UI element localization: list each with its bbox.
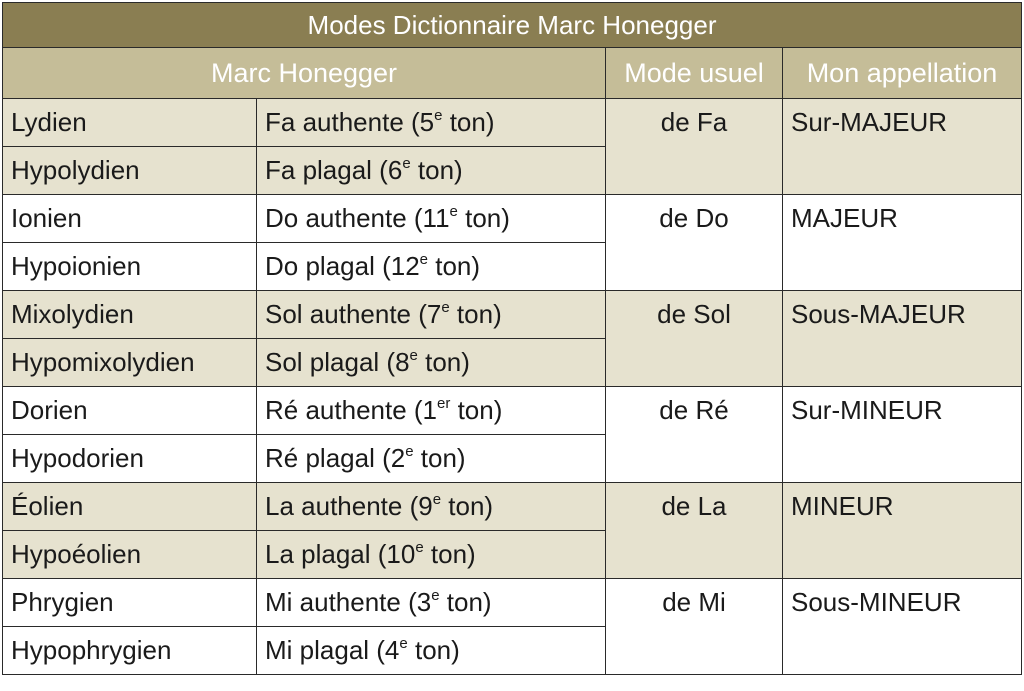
ordinal-suffix: e xyxy=(415,538,424,556)
ordinal-suffix: e xyxy=(409,346,418,364)
ordinal-suffix: er xyxy=(437,394,451,412)
mode-usuel-cell: de Ré xyxy=(606,387,783,483)
ton-text-end: ton) xyxy=(441,491,494,521)
ton-text: Sol plagal (8 xyxy=(265,347,410,377)
mode-name-cell: Lydien xyxy=(3,99,257,147)
ton-text-end: ton) xyxy=(417,347,470,377)
ton-cell xyxy=(257,99,606,147)
appellation-cell: Sous-MAJEUR xyxy=(783,291,1022,387)
ton-cell xyxy=(257,579,606,627)
mode-name-cell: Mixolydien xyxy=(3,291,257,339)
ton-cell xyxy=(257,243,606,291)
mode-usuel-cell: de La xyxy=(606,483,783,579)
appellation-cell: MAJEUR xyxy=(783,195,1022,291)
ton-text: Do authente (11 xyxy=(265,203,450,233)
table-row xyxy=(3,291,1022,339)
ton-text-end: ton) xyxy=(457,203,510,233)
table-row xyxy=(3,387,1022,435)
table-row xyxy=(3,195,1022,243)
ordinal-suffix: e xyxy=(419,250,428,268)
ton-text: Mi plagal (4 xyxy=(265,635,400,665)
ton-text: La plagal (10 xyxy=(265,539,416,569)
ton-text-end: ton) xyxy=(439,587,492,617)
mode-name-cell: Phrygien xyxy=(3,579,257,627)
ton-text: La authente (9 xyxy=(265,491,433,521)
ordinal-suffix: e xyxy=(402,154,411,172)
ton-cell xyxy=(257,147,606,195)
table-row xyxy=(3,579,1022,627)
ton-text-end: ton) xyxy=(449,299,502,329)
mode-name-cell: Hypoéolien xyxy=(3,531,257,579)
ton-text: Fa authente (5 xyxy=(265,107,435,137)
ton-text: Do plagal (12 xyxy=(265,251,420,281)
mode-name-cell: Hypomixolydien xyxy=(3,339,257,387)
ton-text: Ré plagal (2 xyxy=(265,443,406,473)
ton-cell xyxy=(257,195,606,243)
ordinal-suffix: e xyxy=(399,634,408,652)
appellation-cell: MINEUR xyxy=(783,483,1022,579)
mode-usuel-cell: de Mi xyxy=(606,579,783,675)
ton-text: Mi authente (3 xyxy=(265,587,432,617)
ton-text: Fa plagal (6 xyxy=(265,155,403,185)
table-body xyxy=(3,99,1022,675)
modes-table xyxy=(2,2,1022,675)
ton-cell xyxy=(257,531,606,579)
ordinal-suffix: e xyxy=(405,442,414,460)
mode-usuel-cell: de Sol xyxy=(606,291,783,387)
ordinal-suffix: e xyxy=(441,298,450,316)
ordinal-suffix: e xyxy=(432,490,442,508)
ton-text: Sol authente (7 xyxy=(265,299,442,329)
appellation-cell: Sous-MINEUR xyxy=(783,579,1022,675)
table-row xyxy=(3,99,1022,147)
ton-cell xyxy=(257,435,606,483)
ton-cell xyxy=(257,627,606,675)
mode-name-cell: Dorien xyxy=(3,387,257,435)
mode-usuel-cell: de Fa xyxy=(606,99,783,195)
header-mode-usuel: Mode usuel xyxy=(606,48,783,99)
ordinal-suffix: e xyxy=(434,106,443,124)
header-mon-appellation: Mon appellation xyxy=(783,48,1022,99)
ton-cell xyxy=(257,483,606,531)
mode-name-cell: Hypodorien xyxy=(3,435,257,483)
ton-text-end: ton) xyxy=(413,443,466,473)
table-title: Modes Dictionnaire Marc Honegger xyxy=(3,3,1022,48)
mode-name-cell: Éolien xyxy=(3,483,257,531)
ton-text-end: ton) xyxy=(410,155,463,185)
ton-cell xyxy=(257,387,606,435)
mode-name-cell: Ionien xyxy=(3,195,257,243)
header-marc-honegger: Marc Honegger xyxy=(3,48,606,99)
ton-text-end: ton) xyxy=(407,635,460,665)
mode-name-cell: Hypophrygien xyxy=(3,627,257,675)
ton-text-end: ton) xyxy=(442,107,495,137)
appellation-cell: Sur-MINEUR xyxy=(783,387,1022,483)
ton-text-end: ton) xyxy=(423,539,476,569)
ton-text: Ré authente (1 xyxy=(265,395,438,425)
mode-usuel-cell: de Do xyxy=(606,195,783,291)
ton-cell xyxy=(257,291,606,339)
ton-cell xyxy=(257,339,606,387)
ordinal-suffix: e xyxy=(449,202,458,220)
ton-text-end: ton) xyxy=(450,395,503,425)
ton-text-end: ton) xyxy=(428,251,481,281)
mode-name-cell: Hypoionien xyxy=(3,243,257,291)
mode-name-cell: Hypolydien xyxy=(3,147,257,195)
appellation-cell: Sur-MAJEUR xyxy=(783,99,1022,195)
table-row xyxy=(3,483,1022,531)
modes-table-container xyxy=(2,2,1022,675)
ordinal-suffix: e xyxy=(431,586,440,604)
